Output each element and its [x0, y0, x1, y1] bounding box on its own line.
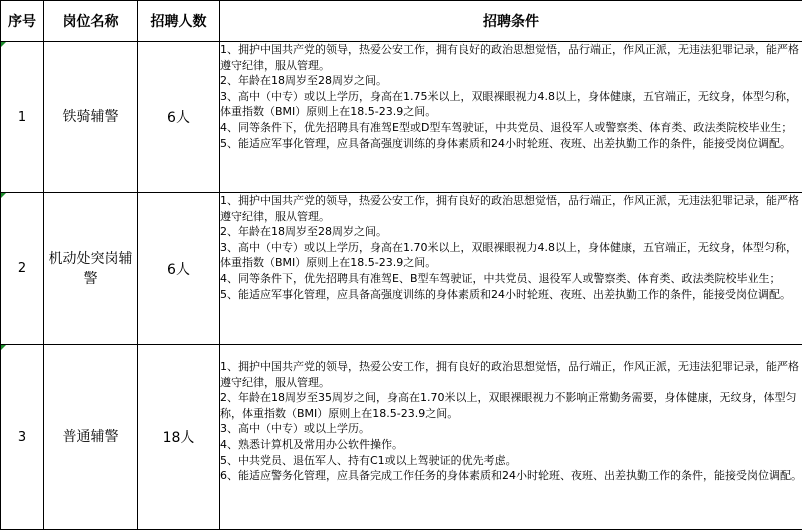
- row-position: 普通辅警: [44, 345, 138, 530]
- table-row: [1, 42, 802, 193]
- requirement-item: 5、能适应军事化管理，应具备高强度训练的身体素质和24小时轮班、夜班、出差执勤工作的条件，能接受岗位调配。: [220, 287, 802, 303]
- table-row: [1, 193, 802, 345]
- requirement-item: 1、拥护中国共产党的领导，热爱公安工作，拥有良好的政治思想觉悟，品行端正，作风正派，无违法犯罪记录，能严格遵守纪律，服从管理。: [220, 359, 802, 390]
- table-row: [1, 345, 802, 530]
- requirement-item: 4、同等条件下，优先招聘具有准驾E型或D型车驾驶证，中共党员、退役军人或警察类、体育类、政法类院校毕业生；: [220, 120, 802, 136]
- row-seq-text: 3: [18, 430, 26, 445]
- row-seq: [1, 193, 44, 345]
- row-requirements: [220, 193, 802, 345]
- requirement-item: 5、能适应军事化管理，应具备高强度训练的身体素质和24小时轮班、夜班、出差执勤工作的条件，能接受岗位调配。: [220, 136, 802, 152]
- requirement-item: 1、拥护中国共产党的领导，热爱公安工作，拥有良好的政治思想觉悟，品行端正，作风正派，无违法犯罪记录，能严格遵守纪律，服从管理。: [220, 42, 802, 73]
- row-seq-text: 2: [18, 261, 26, 276]
- requirement-item: 2、年龄在18周岁至35周岁之间，身高在1.70米以上，双眼裸眼视力不影响正常勤务需要，身体健康，无纹身，体型匀称，体重指数（BMI）原则上在18.5-23.9之间。: [220, 390, 802, 421]
- header-row: [1, 1, 802, 42]
- row-seq: [1, 42, 44, 193]
- requirement-item: 1、拥护中国共产党的领导，热爱公安工作，拥有良好的政治思想觉悟，品行端正，作风正派，无违法犯罪记录，能严格遵守纪律，服从管理。: [220, 193, 802, 224]
- row-count: 6人: [138, 42, 220, 193]
- header-seq: 序号: [1, 1, 44, 42]
- cell-marker-icon: [1, 193, 6, 198]
- requirement-item: 6、能适应警务化管理，应具备完成工作任务的身体素质和24小时轮班、夜班、出差执勤工作的条件，能接受岗位调配。: [220, 468, 802, 484]
- requirement-item: 2、年龄在18周岁至28周岁之间。: [220, 73, 802, 89]
- requirement-item: 5、中共党员、退伍军人、持有C1或以上驾驶证的优先考虑。: [220, 453, 802, 469]
- header-requirements: 招聘条件: [220, 1, 802, 42]
- row-seq-text: 1: [18, 110, 26, 125]
- row-count: 18人: [138, 345, 220, 530]
- requirement-item: 3、高中（中专）或以上学历，身高在1.75米以上，双眼裸眼视力4.8以上，身体健康，五官端正，无纹身，体型匀称，体重指数（BMI）原则上在18.5-23.9之间。: [220, 89, 802, 120]
- requirement-item: 3、高中（中专）或以上学历，身高在1.70米以上，双眼裸眼视力4.8以上，身体健康，五官端正，无纹身，体型匀称，体重指数（BMI）原则上在18.5-23.9之间。: [220, 240, 802, 271]
- row-requirements: [220, 42, 802, 193]
- requirement-item: 2、年龄在18周岁至28周岁之间。: [220, 224, 802, 240]
- row-position: 机动处突岗辅警: [44, 193, 138, 345]
- row-count: 6人: [138, 193, 220, 345]
- requirement-item: 4、熟悉计算机及常用办公软件操作。: [220, 437, 802, 453]
- header-count: 招聘人数: [138, 1, 220, 42]
- requirement-item: 4、同等条件下，优先招聘具有准驾E、B型车驾驶证，中共党员、退役军人或警察类、体育类、政法类院校毕业生；: [220, 271, 802, 287]
- header-position: 岗位名称: [44, 1, 138, 42]
- row-position: 铁骑辅警: [44, 42, 138, 193]
- row-requirements: [220, 345, 802, 530]
- cell-marker-icon: [1, 345, 6, 350]
- row-seq: [1, 345, 44, 530]
- requirement-item: 3、高中（中专）或以上学历。: [220, 421, 802, 437]
- cell-marker-icon: [1, 42, 6, 47]
